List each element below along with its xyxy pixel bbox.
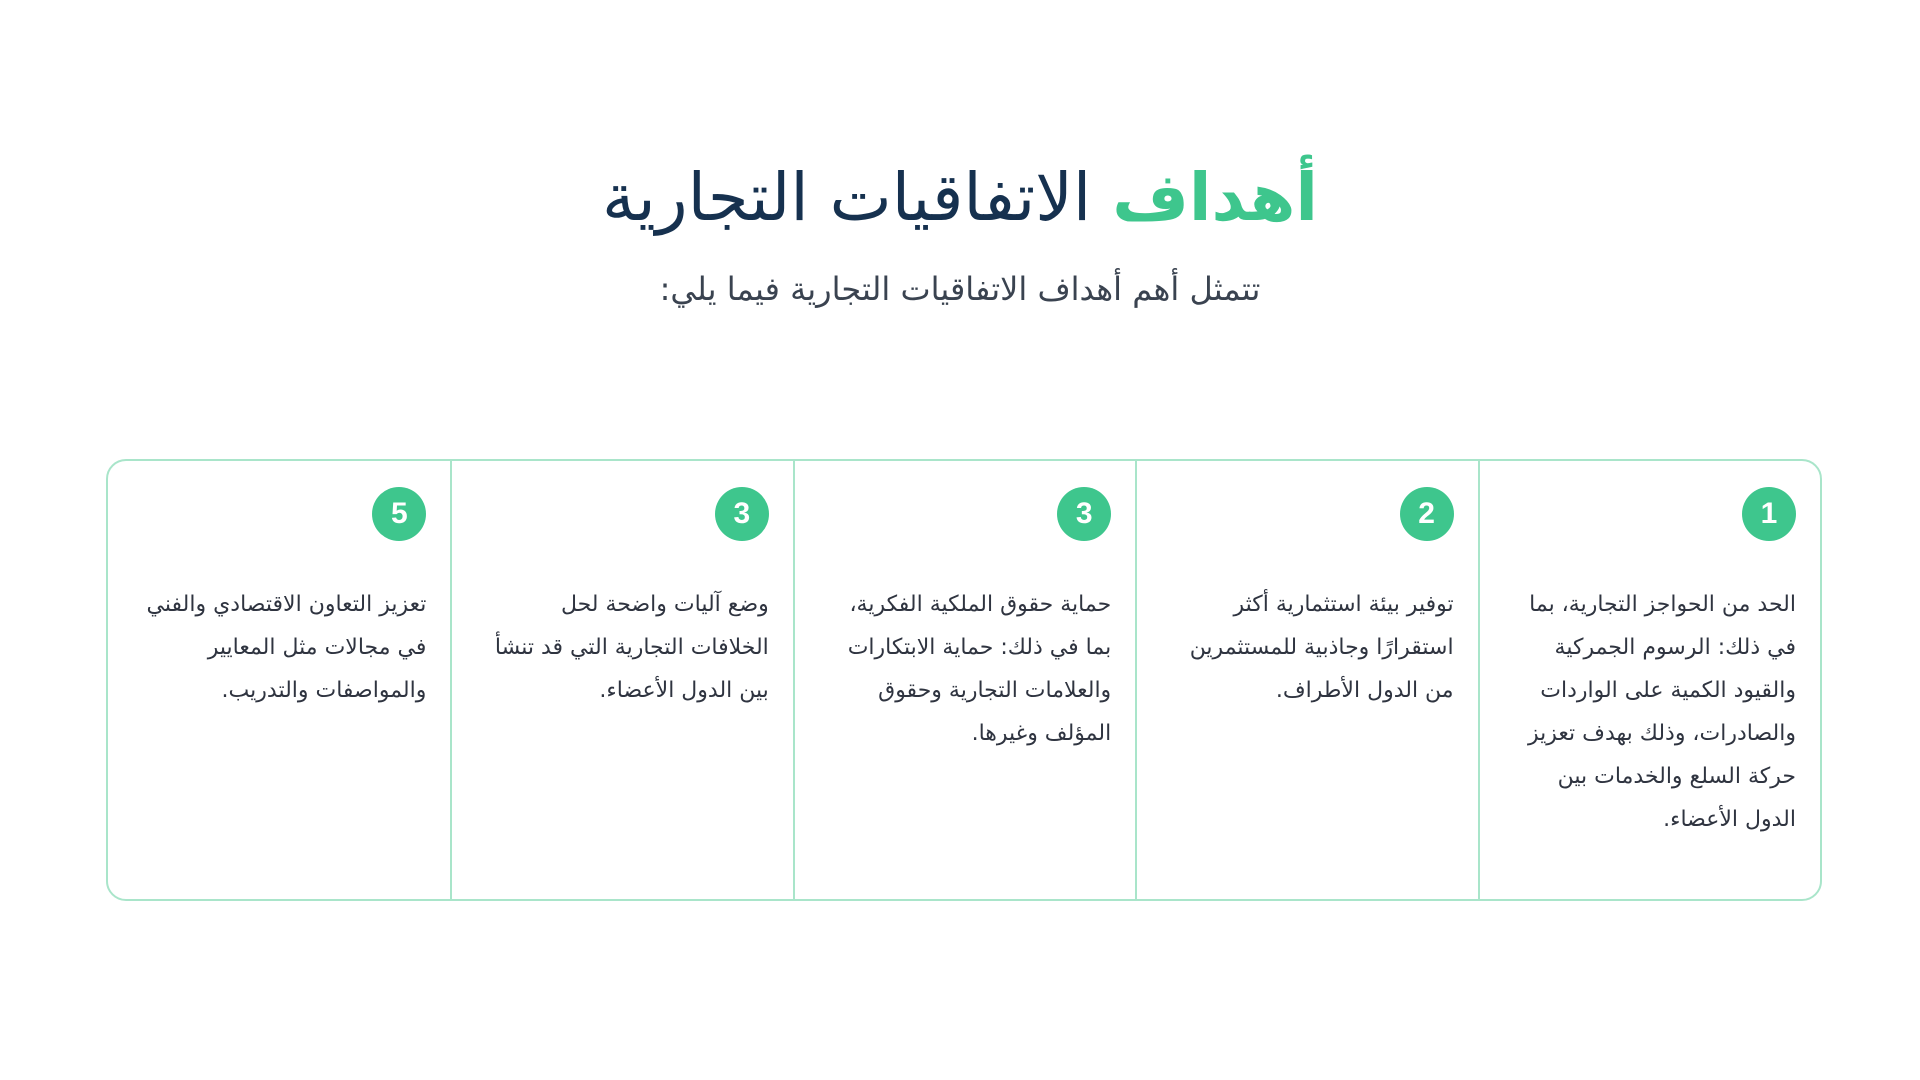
goal-number-badge: 3 bbox=[715, 487, 769, 541]
goal-card-3 bbox=[793, 461, 1135, 899]
goal-text: وضع آليات واضحة لحل الخلافات التجارية التي قد تنشأ بين الدول الأعضاء. bbox=[494, 592, 769, 703]
header bbox=[0, 160, 1920, 308]
goal-text: الحد من الحواجز التجارية، بما في ذلك: الرسوم الجمركية والقيود الكمية على الواردات والصادرات، وذلك بهدف تعزيز حركة السلع والخدمات بين الدول الأعضاء. bbox=[1528, 592, 1796, 832]
goal-text: حماية حقوق الملكية الفكرية، بما في ذلك: حماية الابتكارات والعلامات التجارية وحقوق المؤلف وغيرها. bbox=[847, 592, 1112, 746]
goal-card-1 bbox=[1478, 461, 1820, 899]
goal-card-2 bbox=[1135, 461, 1477, 899]
goal-card-5 bbox=[108, 461, 450, 899]
title-rest: الاتفاقيات التجارية bbox=[601, 159, 1113, 236]
page-title bbox=[0, 160, 1920, 236]
page-subtitle: تتمثل أهم أهداف الاتفاقيات التجارية فيما يلي: bbox=[659, 269, 1261, 308]
goal-card-4 bbox=[450, 461, 792, 899]
goal-text: توفير بيئة استثمارية أكثر استقرارًا وجاذبية للمستثمرين من الدول الأطراف. bbox=[1189, 592, 1454, 703]
goal-number-badge: 5 bbox=[372, 487, 426, 541]
goal-number-badge: 2 bbox=[1400, 487, 1454, 541]
goal-number-badge: 3 bbox=[1057, 487, 1111, 541]
goals-panel bbox=[106, 459, 1822, 901]
goal-number-badge: 1 bbox=[1742, 487, 1796, 541]
title-accent: أهداف bbox=[1112, 159, 1319, 236]
goal-text: تعزيز التعاون الاقتصادي والفني في مجالات مثل المعايير والمواصفات والتدريب. bbox=[146, 592, 427, 703]
